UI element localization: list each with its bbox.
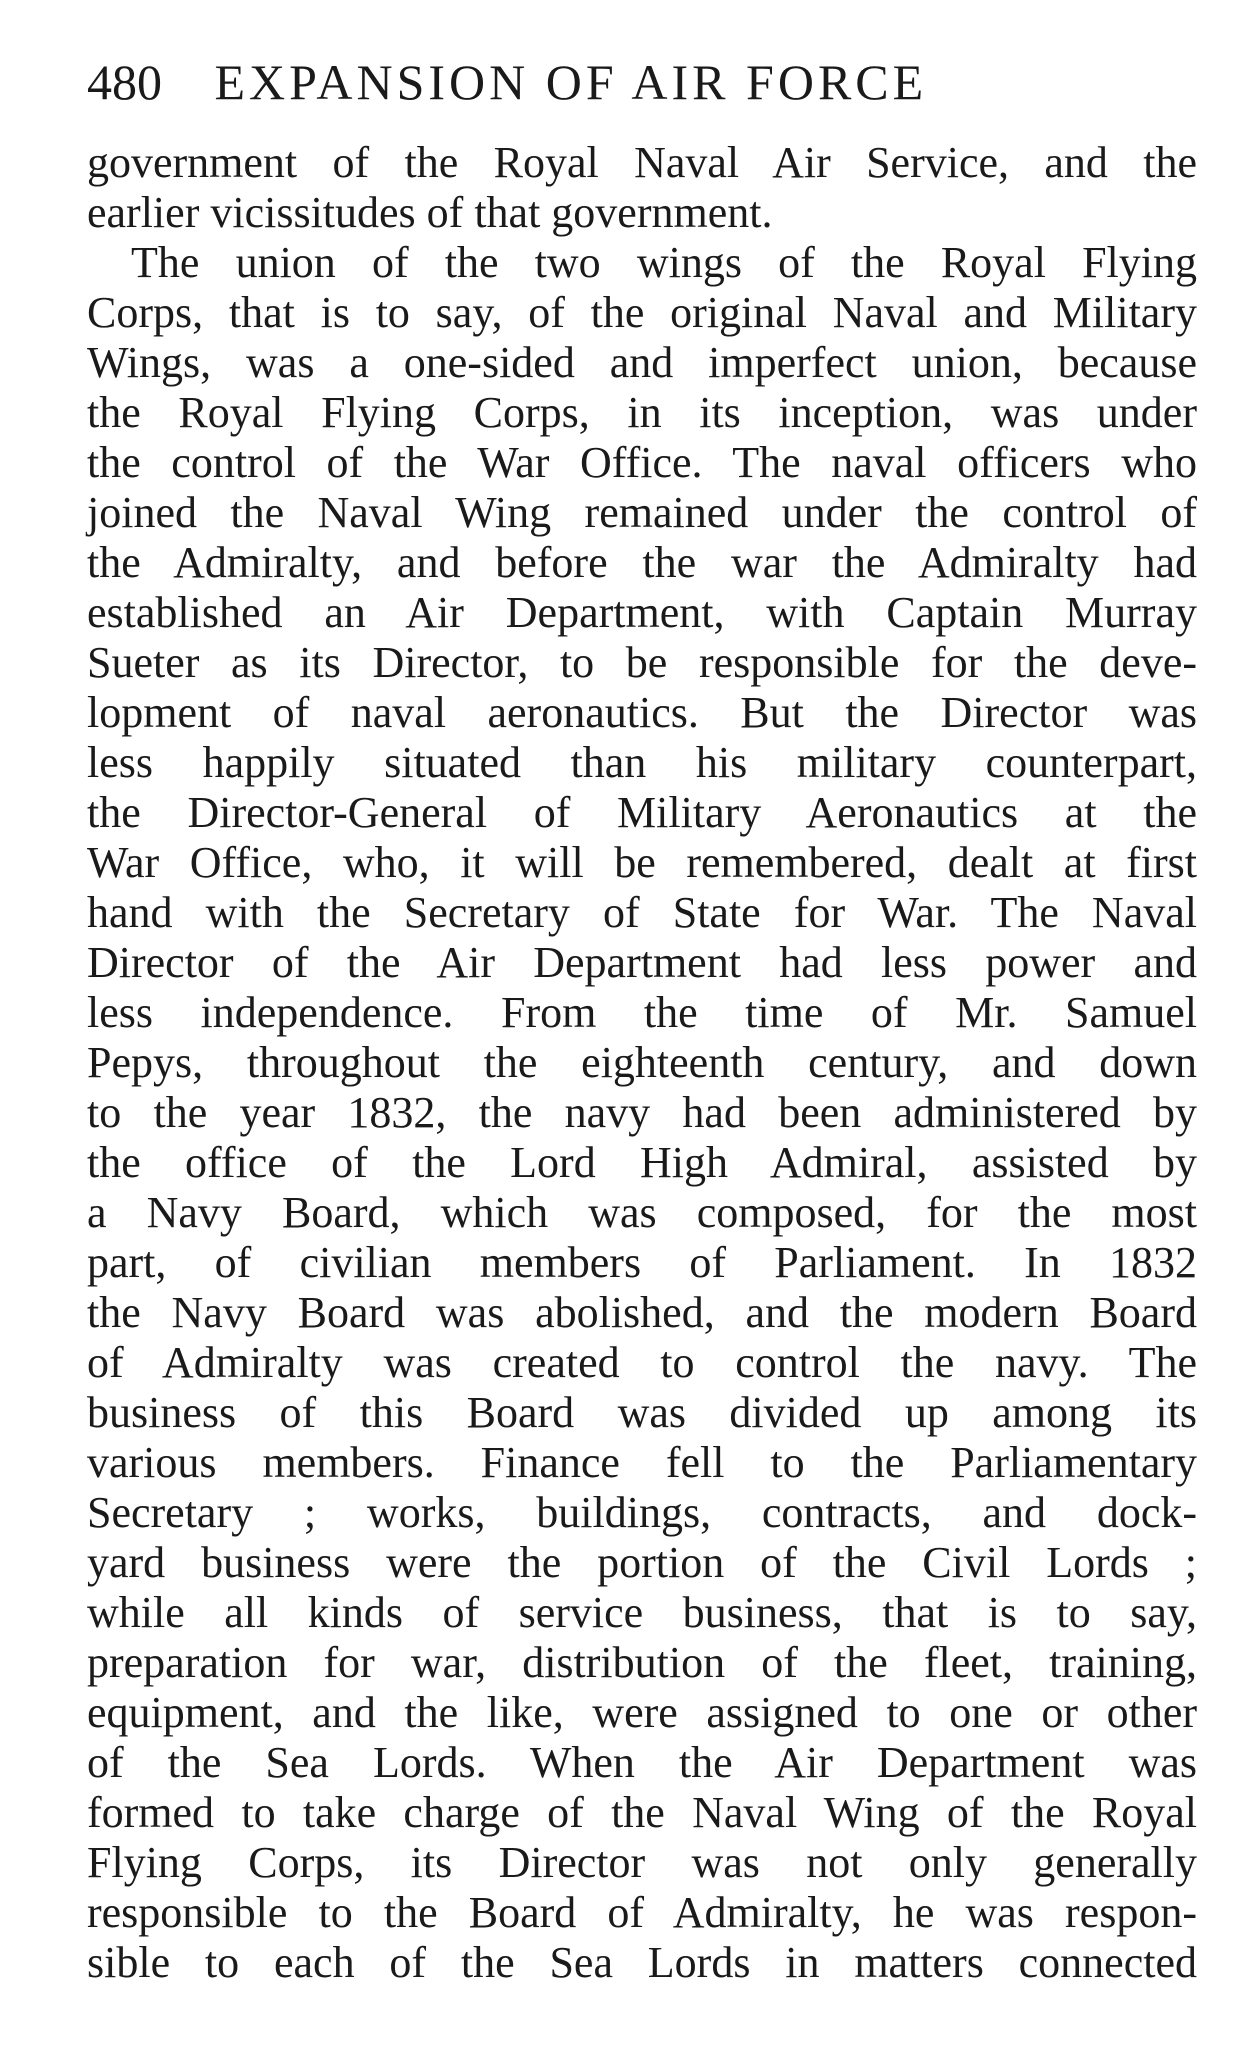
text-line: Wings, was a one-sided and imperfect union, because bbox=[87, 338, 1197, 387]
text-line: preparation for war, distribution of the fleet, training, bbox=[87, 1638, 1197, 1687]
text-line: responsible to the Board of Admiralty, he was respon- bbox=[87, 1888, 1197, 1937]
text-line: Sueter as its Director, to be responsible for the deve- bbox=[87, 638, 1197, 687]
text-line: lopment of naval aeronautics. But the Director was bbox=[87, 688, 1197, 737]
text-line: established an Air Department, with Captain Murray bbox=[87, 588, 1197, 637]
body-text bbox=[87, 138, 1197, 1988]
text-line: earlier vicissitudes of that government. bbox=[87, 188, 773, 237]
text-line: Flying Corps, its Director was not only generally bbox=[87, 1838, 1197, 1887]
text-line: Director of the Air Department had less power and bbox=[87, 938, 1197, 987]
text-line: various members. Finance fell to the Parliamentary bbox=[87, 1438, 1197, 1487]
text-line: business of this Board was divided up among its bbox=[87, 1388, 1197, 1437]
text-line: formed to take charge of the Naval Wing of the Royal bbox=[87, 1788, 1197, 1837]
text-line: yard business were the portion of the Civil Lords ; bbox=[87, 1538, 1197, 1587]
text-line: the Royal Flying Corps, in its inception, was under bbox=[87, 388, 1197, 437]
text-line: hand with the Secretary of State for War. The Naval bbox=[87, 888, 1197, 937]
text-line: sible to each of the Sea Lords in matters connected bbox=[87, 1938, 1197, 1987]
running-head bbox=[87, 52, 1197, 112]
text-line: government of the Royal Naval Air Service, and the bbox=[87, 138, 1197, 187]
text-line: while all kinds of service business, that is to say, bbox=[87, 1588, 1197, 1637]
text-line: joined the Naval Wing remained under the control of bbox=[87, 488, 1197, 537]
text-line: the Navy Board was abolished, and the modern Board bbox=[87, 1288, 1197, 1337]
text-line: The union of the two wings of the Royal Flying bbox=[131, 238, 1197, 287]
text-line: less happily situated than his military counterpart, bbox=[87, 738, 1197, 787]
text-line: Corps, that is to say, of the original Naval and Military bbox=[87, 288, 1197, 337]
text-line: equipment, and the like, were assigned to one or other bbox=[87, 1688, 1197, 1737]
text-line: of the Sea Lords. When the Air Department was bbox=[87, 1738, 1197, 1787]
text-line: the Director-General of Military Aeronautics at the bbox=[87, 788, 1197, 837]
text-line: War Office, who, it will be remembered, dealt at first bbox=[87, 838, 1197, 887]
text-line: the control of the War Office. The naval officers who bbox=[87, 438, 1197, 487]
running-title: EXPANSION OF AIR FORCE bbox=[214, 54, 928, 110]
text-line: the office of the Lord High Admiral, assisted by bbox=[87, 1138, 1197, 1187]
text-line: less independence. From the time of Mr. Samuel bbox=[87, 988, 1197, 1037]
text-line: to the year 1832, the navy had been administered by bbox=[87, 1088, 1197, 1137]
text-line: the Admiralty, and before the war the Admiralty had bbox=[87, 538, 1197, 587]
text-line: a Navy Board, which was composed, for the most bbox=[87, 1188, 1197, 1237]
text-line: part, of civilian members of Parliament. In 1832 bbox=[87, 1238, 1197, 1287]
page-number: 480 bbox=[87, 54, 162, 110]
text-line: Secretary ; works, buildings, contracts, and dock- bbox=[87, 1488, 1197, 1537]
text-line: Pepys, throughout the eighteenth century, and down bbox=[87, 1038, 1197, 1087]
text-line: of Admiralty was created to control the navy. The bbox=[87, 1338, 1197, 1387]
